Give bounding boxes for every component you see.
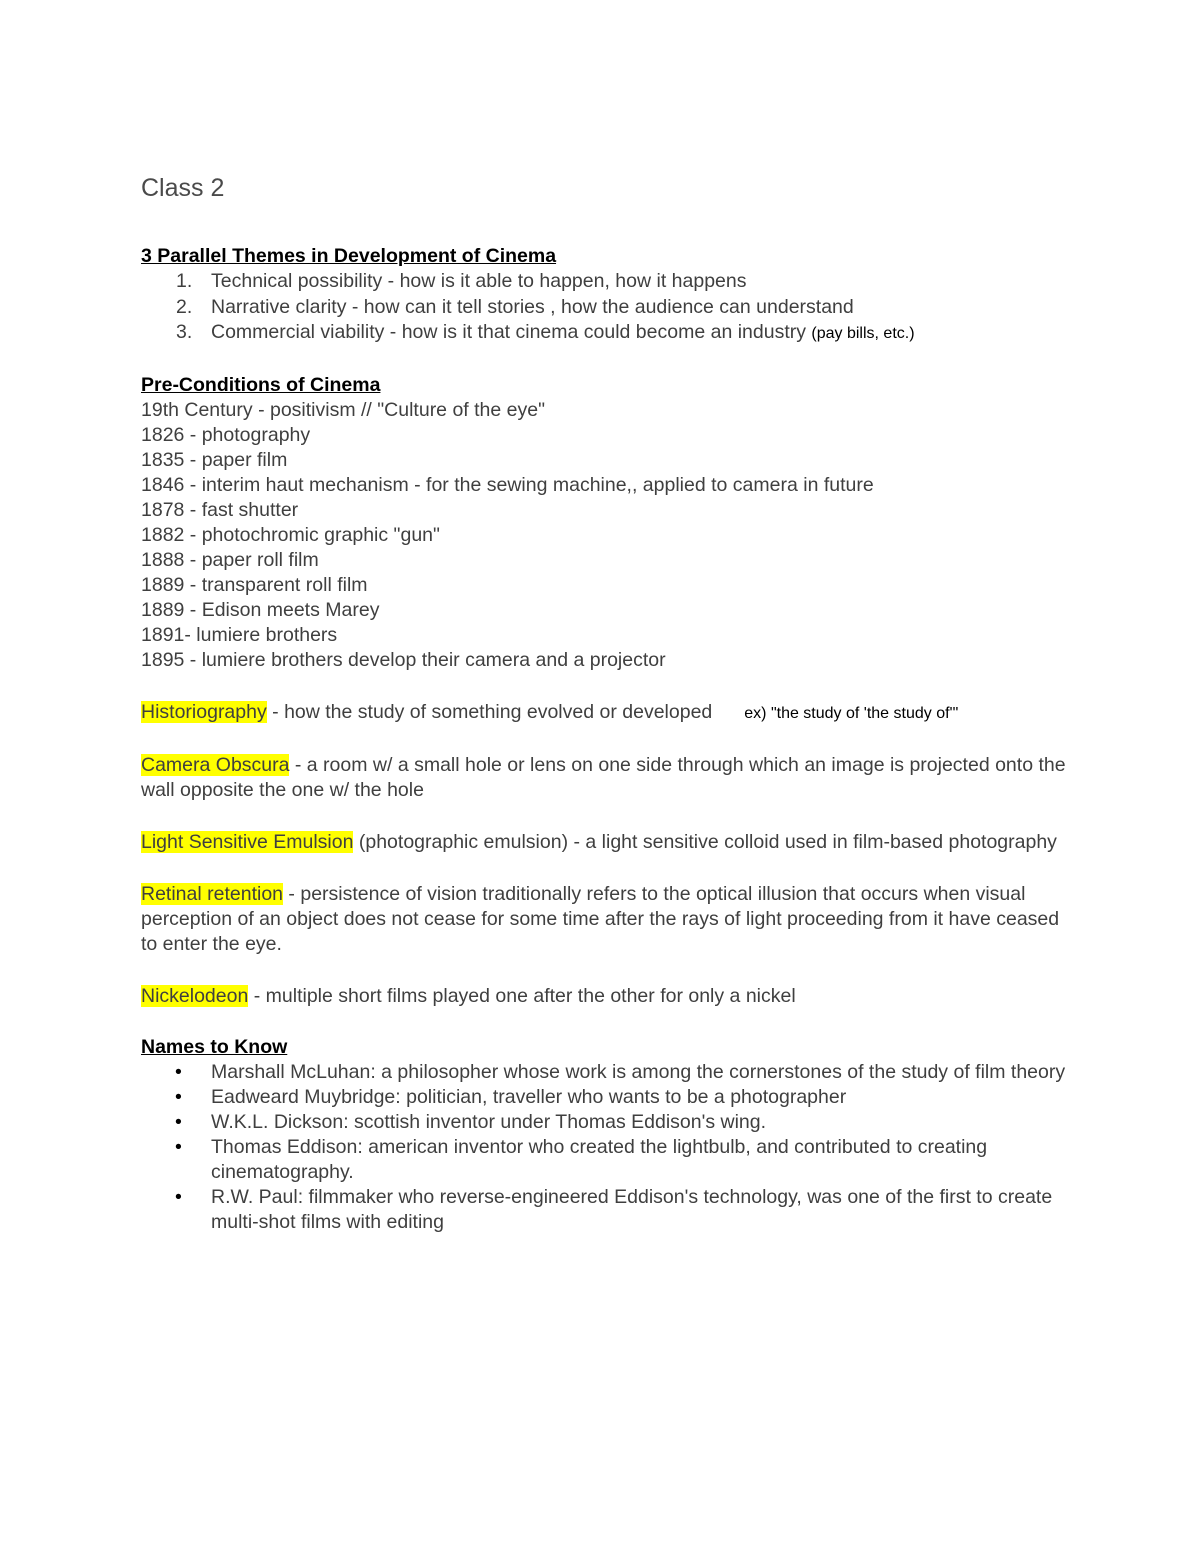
list-item-text: Commercial viability - how is it that cinema could become an industry — [211, 321, 812, 343]
bullet-icon: • — [175, 1060, 182, 1083]
list-item-text: Technical possibility - how is it able to happen, how it happens — [211, 270, 747, 292]
term-definition: - persistence of vision traditionally refers to the optical illusion that occurs when visual perception of an object does not cease for some time after the rays of light proceeding from it have ceased to enter the eye. — [141, 882, 1060, 955]
themes-list — [141, 269, 1066, 347]
timeline-line: 19th Century - positivism // "Culture of the eye" — [141, 398, 546, 421]
document-page — [141, 170, 1066, 1235]
timeline-line: 1895 - lumiere brothers develop their camera and a projector — [141, 648, 666, 671]
list-item-text: Marshall McLuhan: a philosopher whose work is among the cornerstones of the study of film theory — [211, 1060, 1066, 1083]
preconditions-section — [141, 373, 1066, 673]
themes-section — [141, 244, 1066, 347]
names-list — [141, 1060, 1066, 1235]
list-number: 2. — [176, 295, 193, 318]
term-historiography — [141, 700, 1066, 726]
list-number: 1. — [176, 270, 193, 292]
list-item — [141, 1135, 1066, 1185]
term-highlight: Light Sensitive Emulsion — [141, 830, 354, 853]
term-highlight: Historiography — [141, 700, 267, 723]
list-item — [141, 1110, 1066, 1135]
term-definition: - multiple short films played one after the other for only a nickel — [248, 984, 796, 1007]
term-nickelodeon — [141, 984, 1066, 1009]
names-section — [141, 1035, 1066, 1235]
bullet-icon: • — [175, 1135, 182, 1158]
term-definition: (photographic emulsion) - a light sensitive colloid used in film-based photography — [353, 830, 1057, 853]
timeline-line: 1888 - paper roll film — [141, 548, 319, 571]
list-item — [141, 269, 1066, 295]
list-item — [141, 295, 1066, 321]
term-highlight: Retinal retention — [141, 882, 284, 905]
timeline-line: 1826 - photography — [141, 423, 311, 446]
term-highlight: Camera Obscura — [141, 753, 290, 776]
term-camera-obscura — [141, 753, 1066, 803]
bullet-icon: • — [175, 1085, 182, 1108]
preconditions-heading: Pre-Conditions of Cinema — [141, 373, 381, 396]
term-emulsion — [141, 830, 1066, 855]
timeline-line: 1846 - interim haut mechanism - for the sewing machine,, applied to camera in future — [141, 473, 874, 496]
list-item-text: W.K.L. Dickson: scottish inventor under Thomas Eddison's wing. — [211, 1110, 767, 1133]
timeline-line: 1835 - paper film — [141, 448, 288, 471]
timeline-line: 1882 - photochromic graphic "gun" — [141, 523, 440, 546]
term-example: ex) "the study of 'the study of'" — [744, 704, 959, 722]
list-item-text: Thomas Eddison: american inventor who created the lightbulb, and contributed to creating cinematography. — [211, 1135, 988, 1183]
page-title: Class 2 — [141, 174, 225, 202]
list-number: 3. — [176, 321, 193, 343]
term-highlight: Nickelodeon — [141, 984, 249, 1007]
list-item — [141, 1060, 1066, 1085]
timeline-line: 1889 - transparent roll film — [141, 573, 368, 596]
timeline-line: 1889 - Edison meets Marey — [141, 598, 380, 621]
list-item-text: R.W. Paul: filmmaker who reverse-engineered Eddison's technology, was one of the first to create multi-shot films with editing — [211, 1185, 1053, 1233]
list-item-note: (pay bills, etc.) — [811, 325, 915, 342]
list-item — [141, 1085, 1066, 1110]
timeline-line: 1891- lumiere brothers — [141, 623, 338, 646]
timeline-line: 1878 - fast shutter — [141, 498, 299, 521]
term-retinal-retention — [141, 882, 1066, 957]
bullet-icon: • — [175, 1110, 182, 1133]
term-definition: - how the study of something evolved or developed — [266, 700, 713, 723]
bullet-icon: • — [175, 1185, 182, 1208]
themes-heading: 3 Parallel Themes in Development of Cinema — [141, 245, 557, 267]
list-item — [141, 320, 1066, 347]
list-item — [141, 1185, 1066, 1235]
list-item-text: Eadweard Muybridge: politician, traveller who wants to be a photographer — [211, 1085, 847, 1108]
list-item-text: Narrative clarity - how can it tell stories , how the audience can understand — [211, 295, 854, 318]
term-definition: - a room w/ a small hole or lens on one side through which an image is projected onto the wall opposite the one w/ the hole — [141, 753, 1066, 801]
names-heading: Names to Know — [141, 1035, 288, 1058]
